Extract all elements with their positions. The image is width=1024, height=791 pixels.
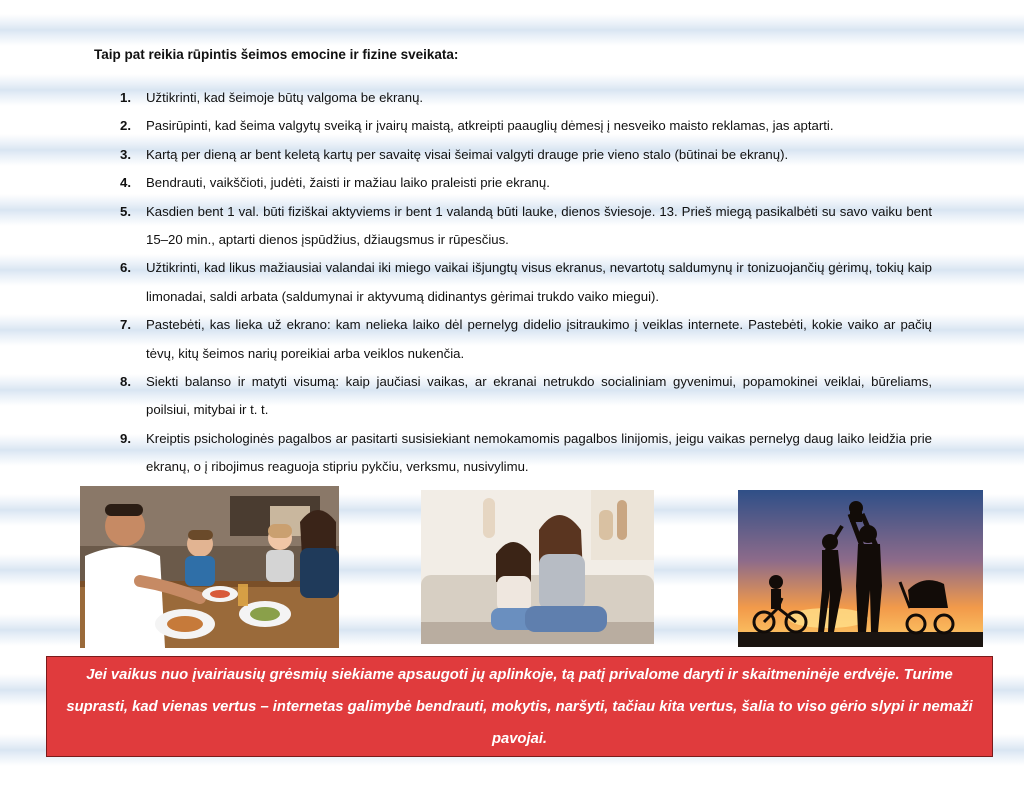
item-number: 6. — [120, 260, 131, 276]
list-item — [120, 311, 932, 368]
warning-banner — [46, 656, 993, 757]
item-number: 5. — [120, 203, 131, 219]
item-number: 3. — [120, 146, 131, 162]
family-dinner-photo — [80, 486, 339, 648]
list-item — [120, 368, 932, 425]
item-number: 9. — [120, 430, 131, 446]
recommendation-list — [120, 84, 932, 482]
item-text: Užtikrinti, kad šeimoje būtų valgoma be ekranų. — [146, 90, 424, 105]
item-text: Užtikrinti, kad likus mažiausiai valandai iki miego vaikai išjungtų visus ekranus, nevartotų saldumynų ir tonizuojančių gėrimų, tokių kaip limonadai, saldi arbata (saldumynai ir aktyvumą didinantys gėrimai trukdo vaiko miegui). — [146, 260, 932, 304]
section-heading: Taip pat reikia rūpintis šeimos emocine ir fizine sveikata: — [94, 47, 459, 62]
item-text: Siekti balanso ir matyti visumą: kaip jaučiasi vaikas, ar ekranai netrukdo socialiniam gyvenimui, popamokinei veiklai, būreliams, poilsiui, mitybai ir t. t. — [146, 374, 932, 418]
item-number: 4. — [120, 175, 131, 191]
item-text: Bendrauti, vaikščioti, judėti, žaisti ir mažiau laiko praleisti prie ekranų. — [146, 175, 550, 191]
list-item — [120, 254, 932, 311]
list-item — [120, 141, 932, 169]
list-item — [120, 112, 932, 140]
family-sunset-silhouette-photo — [738, 490, 983, 647]
list-item — [120, 84, 932, 112]
item-text: Kasdien bent 1 val. būti fiziškai aktyviems ir bent 1 valandą būti lauke, dienos šviesoje. 13. Prieš miegą pasikalbėti su savo vaiku bent 15–20 min., aptarti dienos įspūdžius, džiaugsmus ir rūpesčius. — [146, 203, 932, 248]
banner-text: Jei vaikus nuo įvairiausių grėsmių siekiame apsaugoti jų aplinkoje, tą patį privalome daryti ir skaitmeninėje erdvėje. Turime suprasti, kad vienas vertus – internetas galimybė bendrauti, mokytis, naršyti, tačiau kita vertus, šalia to viso gėrio slypi ir nemaži pavojai. — [66, 666, 973, 747]
item-text: Pasirūpinti, kad šeima valgytų sveiką ir įvairų maistą, atkreipti paauglių dėmesį į nesveiko maisto reklamas, jas aptarti. — [146, 118, 834, 134]
list-item — [120, 425, 932, 482]
item-text: Pastebėti, kas lieka už ekrano: kam nelieka laiko dėl pernelyg didelio įsitraukimo į veiklas internete. Pastebėti, kokie vaiko ar pačių tėvų, kitų šeimos narių poreikiai arba veiklos nukenčia. — [146, 317, 932, 361]
item-number: 2. — [120, 118, 131, 134]
item-number: 8. — [120, 374, 131, 390]
item-text: Kreiptis psichologinės pagalbos ar pasitarti susisiekiant nemokamomis pagalbos linijomis, jeigu vaikas pernelyg daug laiko leidžia prie ekranų, o į ribojimus reaguoja stipriu pykčiu, verksmu, nusivylimu. — [146, 430, 932, 475]
item-number: 7. — [120, 317, 131, 333]
list-item — [120, 198, 932, 255]
item-text: Kartą per dieną ar bent keletą kartų per savaitę visai šeimai valgyti drauge prie vieno stalo (būtinai be ekranų). — [146, 146, 789, 162]
mother-daughter-photo — [421, 490, 654, 644]
list-item — [120, 169, 932, 197]
item-number: 1. — [120, 90, 131, 105]
